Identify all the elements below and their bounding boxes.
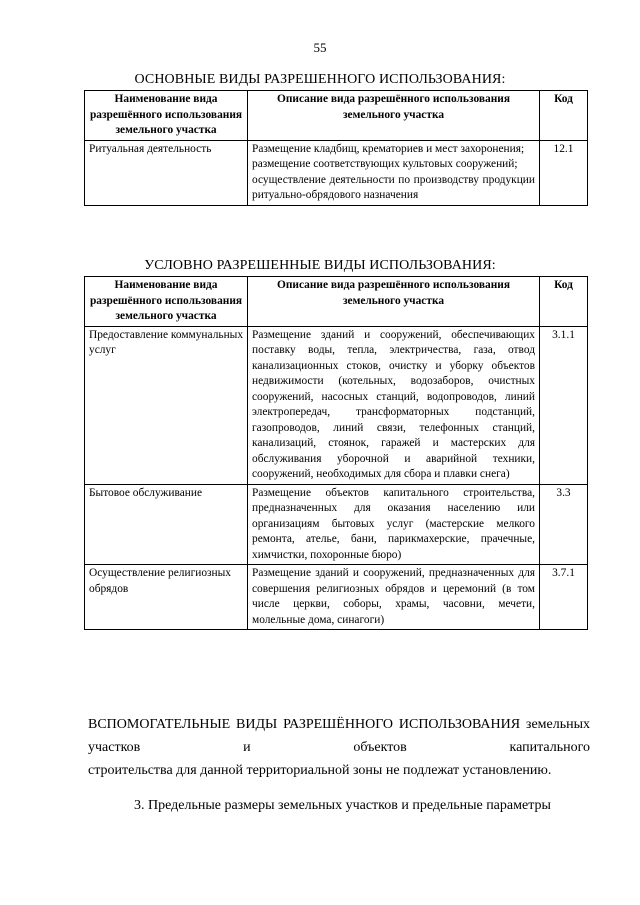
- table-row: [85, 484, 588, 565]
- header-code: Код: [540, 91, 588, 141]
- table-row: [85, 326, 588, 484]
- table-header-row: [85, 91, 588, 141]
- header-description: Описание вида разрешённого использования земельного участка: [248, 91, 540, 141]
- section-title-conditional-uses: УСЛОВНО РАЗРЕШЕННЫЕ ВИДЫ ИСПОЛЬЗОВАНИЯ:: [144, 258, 496, 273]
- auxiliary-uses-text-end: строительства для данной территориальной зоны не подлежат установлению.: [88, 763, 552, 778]
- header-name: Наименование вида разрешённого использования земельного участка: [85, 277, 248, 327]
- description-line: Размещение кладбищ, крематориев и мест захоронения;: [252, 142, 525, 155]
- auxiliary-uses-text: ВСПОМОГАТЕЛЬНЫЕ ВИДЫ РАЗРЕШЁННОГО ИСПОЛЬЗОВАНИЯ земельных участков и объектов капитального: [88, 717, 590, 755]
- use-name: Предоставление коммунальных услуг: [85, 326, 248, 484]
- use-code: 12.1: [540, 140, 588, 205]
- table-row: [85, 565, 588, 630]
- table-row: [85, 140, 588, 205]
- use-code: 3.7.1: [540, 565, 588, 630]
- auxiliary-uses-paragraph: [88, 713, 590, 782]
- description-line: размещение соответствующих культовых сооружений;: [252, 158, 518, 170]
- use-description: Размещение зданий и сооружений, обеспечивающих поставку воды, тепла, электричества, газа, отвод канализационных стоков, очистку и уборку объектов недвижимости (котельных, водозаборов, очистных сооружений, насосных станций, водопроводов, линий электропередач, трансформаторных подстанций, газопроводов, линий связи, телефонных станций, канализаций, стоянок, гаражей и мастерских для обслуживания уборочной и аварийной техники, сооружений, необходимых для сбора и плавки снега): [248, 326, 540, 484]
- use-code: 3.3: [540, 484, 588, 565]
- header-description: Описание вида разрешённого использования земельного участка: [248, 277, 540, 327]
- use-description: Размещение зданий и сооружений, предназначенных для совершения религиозных обрядов и церемоний (в том числе церкви, соборы, храмы, часовни, мечети, молельные дома, синагоги): [248, 565, 540, 630]
- header-code: Код: [540, 277, 588, 327]
- page-number: 55: [313, 40, 327, 55]
- section-3-heading: 3. Предельные размеры земельных участков и предельные параметры: [134, 798, 551, 813]
- use-code: 3.1.1: [540, 326, 588, 484]
- use-description: Размещение объектов капитального строительства, предназначенных для оказания населению или организациям бытовых услуг (мастерские мелкого ремонта, ателье, бани, парикмахерские, прачечные, химчистки, похоронные бюро): [248, 484, 540, 565]
- table-header-row: [85, 277, 588, 327]
- description-line: осуществление деятельности по производству продукции ритуально-обрядового назначения: [252, 173, 535, 201]
- use-description: [248, 140, 540, 205]
- use-name: Бытовое обслуживание: [85, 484, 248, 565]
- main-uses-table: [84, 90, 588, 206]
- header-name: Наименование вида разрешённого использования земельного участка: [85, 91, 248, 141]
- conditional-uses-table: [84, 276, 588, 630]
- use-name: Осуществление религиозных обрядов: [85, 565, 248, 630]
- section-title-main-uses: ОСНОВНЫЕ ВИДЫ РАЗРЕШЕННОГО ИСПОЛЬЗОВАНИЯ:: [134, 72, 506, 87]
- use-name: Ритуальная деятельность: [85, 140, 248, 205]
